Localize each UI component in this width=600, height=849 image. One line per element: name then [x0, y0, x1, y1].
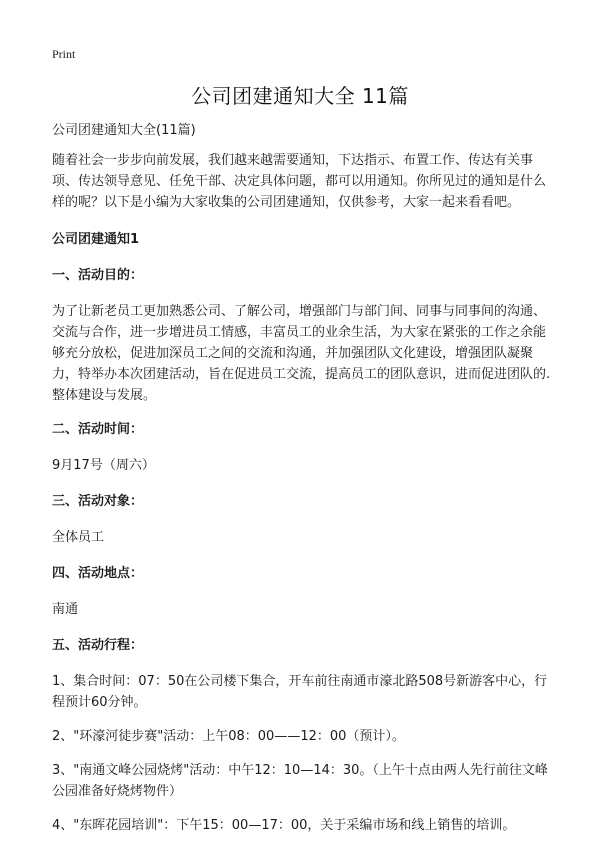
schedule-item: 2、"环濠河徒步赛"活动：上午08：00——12：00（预计）。	[52, 729, 405, 744]
intro-paragraph: 随着社会一步步向前发展，我们越来越需要通知，下达指示、布置工作、传达有关事项、传达领导意见、任免干部、决定具体问题，都可以用通知。你所见过的通知是什么样的呢？以下是小编为大家收集的公司团建通知，仅供参考，大家一起来看看吧。	[52, 153, 547, 210]
schedule-item: 3、"南通文峰公园烧烤"活动：中午12：10—14：30。（上午十点由两人先行前往文峰公园准备好烧烤物件）	[52, 763, 548, 799]
print-link[interactable]: Print	[52, 47, 76, 61]
location-heading: 四、活动地点：	[52, 566, 144, 581]
section-title: 公司团建通知1	[52, 232, 140, 247]
target-value: 全体员工	[52, 530, 105, 545]
schedule-heading: 五、活动行程：	[52, 638, 144, 653]
target-heading: 三、活动对象：	[52, 494, 144, 509]
time-value: 9月17号（周六）	[52, 458, 155, 473]
schedule-item: 4、"东晖花园培训"：下午15：00—17：00，关于采编市场和线上销售的培训。	[52, 818, 516, 833]
document-body	[52, 120, 552, 849]
schedule-item: 1、集合时间：07：50在公司楼下集合，开车前往南通市濠北路508号新游客中心，行程预计60分钟。	[52, 674, 548, 710]
location-value: 南通	[52, 602, 79, 617]
purpose-paragraph: 为了让新老员工更加熟悉公司、了解公司，增强部门与部门间、同事与同事间的沟通、交流与合作，进一步增进员工情感，丰富员工的业余生活，为大家在紧张的工作之余能够充分放松，促进加深员工之间的交流和沟通，并加强团队文化建设，增强团队凝聚力，特举办本次团建活动，旨在促进员工交流，提高员工的团队意识，进而促进团队的.整体建设与发展。	[52, 304, 551, 403]
document-subtitle: 公司团建通知大全(11篇)	[52, 123, 196, 138]
purpose-heading: 一、活动目的：	[52, 268, 144, 283]
time-heading: 二、活动时间：	[52, 422, 144, 437]
page-title: 公司团建通知大全 11篇	[191, 84, 409, 108]
